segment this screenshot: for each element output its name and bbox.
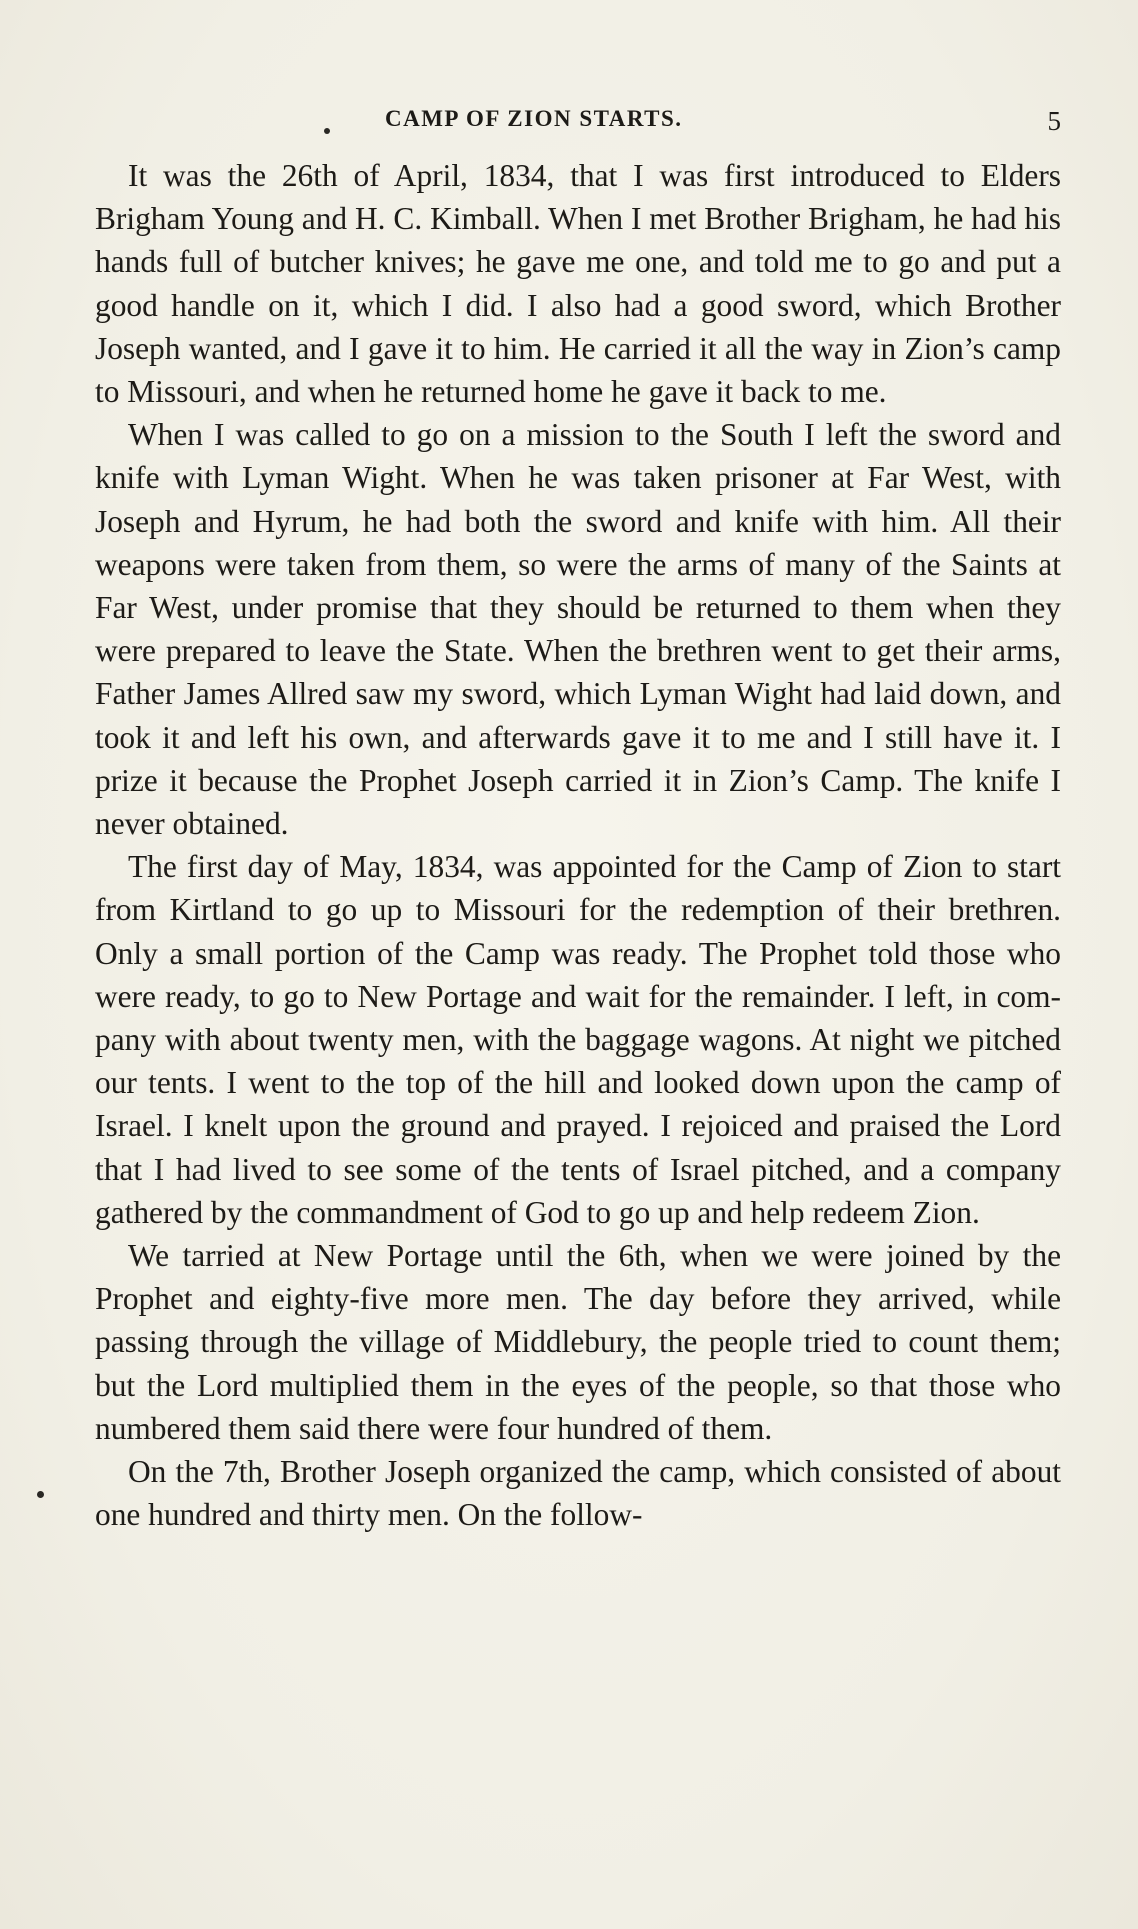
- ink-speck: [324, 128, 330, 134]
- paragraph: When I was called to go on a mission to the South I left the sword and knife with Lyman Wight. When he was taken prisoner at Far West, with Joseph and Hyrum, he had both the sword and knife with him. All their weapons were taken from them, so were the arms of many of the Saints at Far West, under promise that they should be returned to them when they were prepared to leave the State. When the brethren went to get their arms, Father James Allred saw my sword, which Lyman Wight had laid down, and took it and left his own, and afterwards gave it to me and I still have it. I prize it because the Prophet Joseph carried it in Zion’s Camp. The knife I never obtained.: [95, 417, 1061, 842]
- paragraph: On the 7th, Brother Joseph organized the camp, which consisted of about one hundred and thirty men. On the follow-: [95, 1454, 1061, 1533]
- running-head: CAMP OF ZION STARTS.: [385, 106, 683, 131]
- paragraph: We tarried at New Portage until the 6th, when we were joined by the Prophet and eighty-five more men. The day before they arrived, while passing through the village of Middlebury, the people tried to count them; but the Lord multiplied them in the eyes of the people, so that those who numbered them said there were four hundred of them.: [95, 1238, 1061, 1446]
- page-number: 5: [1047, 106, 1061, 136]
- page-header: [95, 106, 1061, 140]
- paragraph: It was the 26th of April, 1834, that I was first introduced to Elders Brigham Young and H. C. Kimball. When I met Brother Brigham, he had his hands full of butcher knives; he gave me one, and told me to go and put a good handle on it, which I did. I also had a good sword, which Brother Joseph wanted, and I gave it to him. He carried it all the way in Zion’s camp to Missouri, and when he returned home he gave it back to me.: [95, 158, 1061, 410]
- paragraph: The first day of May, 1834, was appointed for the Camp of Zion to start from Kirtland to go up to Missouri for the redemption of their brethren. Only a small portion of the Camp was ready. The Prophet told those who were ready, to go to New Portage and wait for the remainder. I left, in company with about twenty men, with the baggage wagons. At night we pitched our tents. I went to the top of the hill and looked down upon the camp of Israel. I knelt upon the ground and prayed. I rejoiced and praised the Lord that I had lived to see some of the tents of Israel pitched, and a company gathered by the commandment of God to go up and help redeem Zion.: [95, 849, 1061, 1230]
- ink-speck: [37, 1491, 44, 1498]
- body-text: [95, 154, 1061, 1537]
